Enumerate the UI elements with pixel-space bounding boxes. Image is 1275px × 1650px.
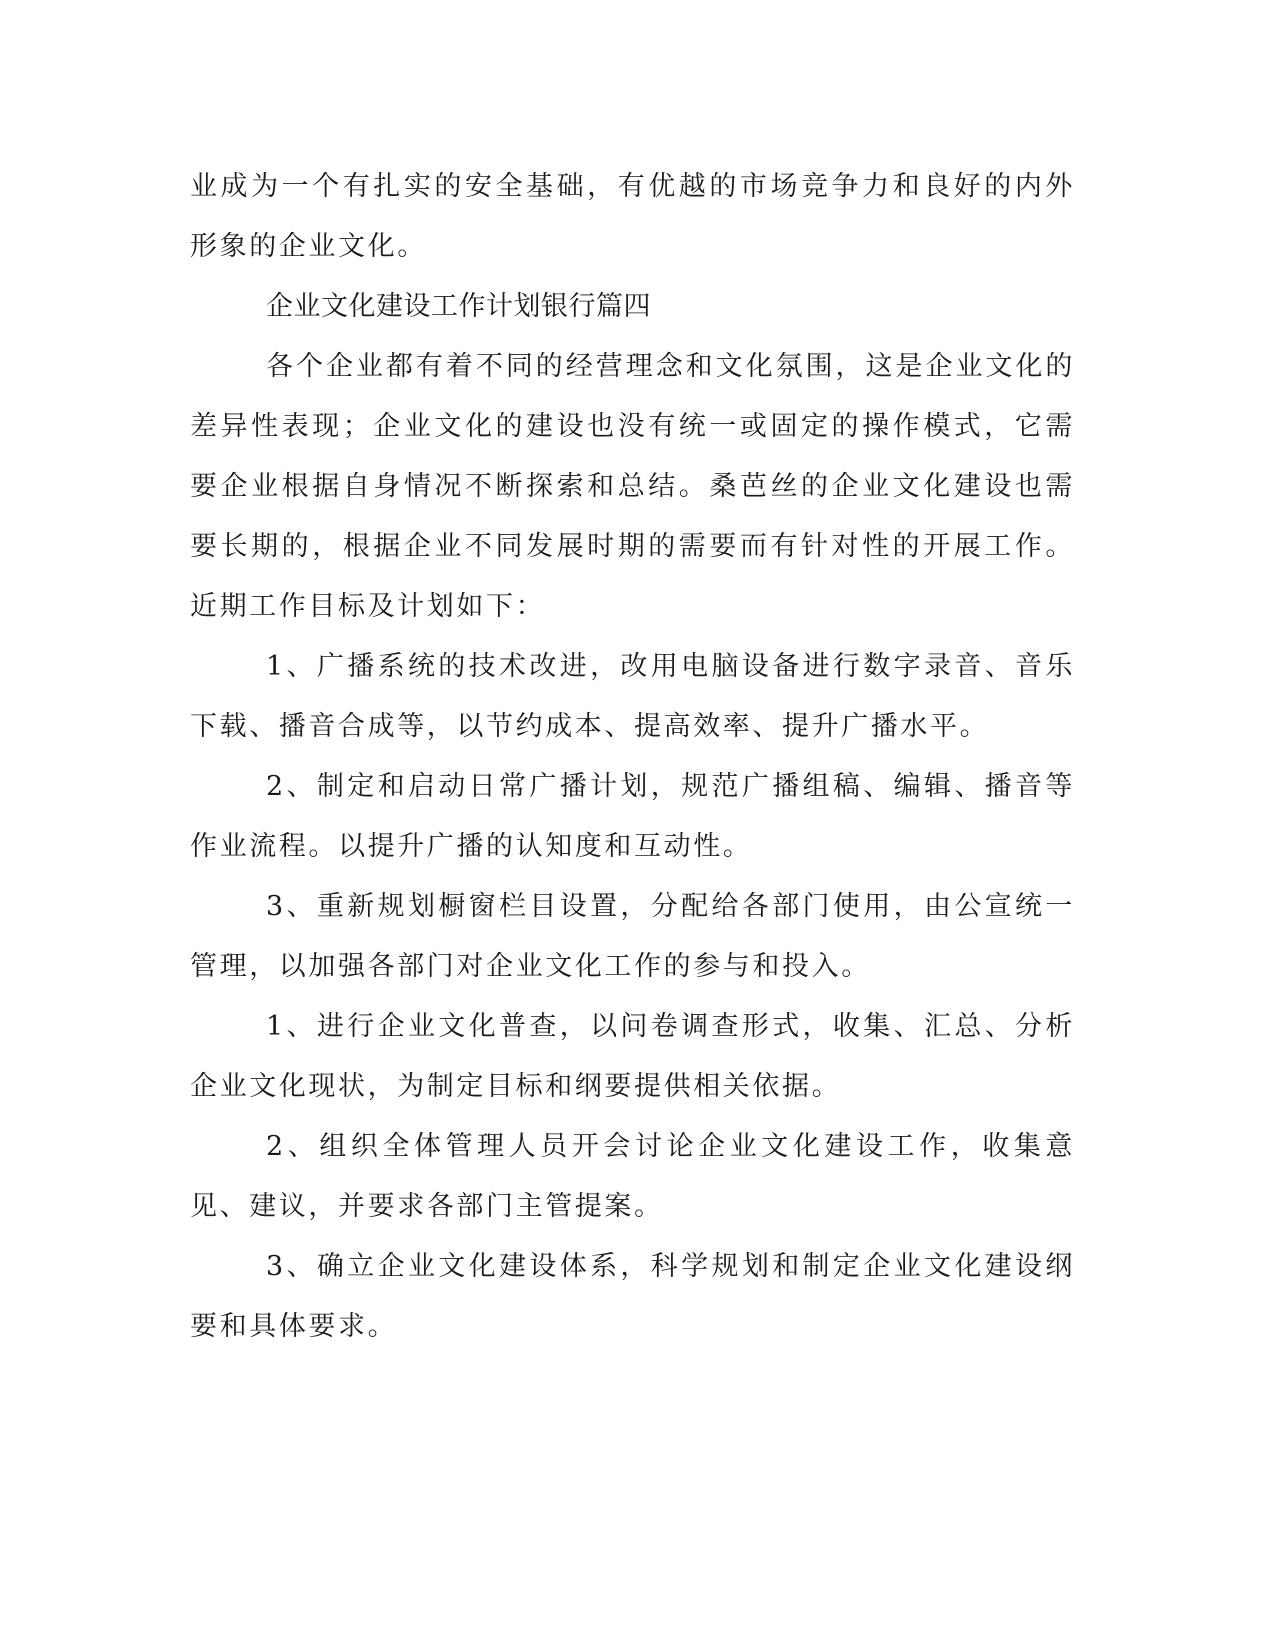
list-item-1: 1、广播系统的技术改进，改用电脑设备进行数字录音、音乐下载、播音合成等，以节约成本、提高效率、提升广播水平。	[190, 651, 1075, 742]
list-item-4: 1、进行企业文化普查，以问卷调查形式，收集、汇总、分析企业文化现状，为制定目标和纲要提供相关依据。	[190, 1011, 1075, 1102]
section-heading: 企业文化建设工作计划银行篇四	[266, 291, 651, 322]
list-item-2: 2、制定和启动日常广播计划，规范广播组稿、编辑、播音等作业流程。以提升广播的认知度和互动性。	[190, 771, 1075, 862]
list-item-5: 2、组织全体管理人员开会讨论企业文化建设工作，收集意见、建议，并要求各部门主管提案。	[190, 1131, 1075, 1222]
list-item-6: 3、确立企业文化建设体系，科学规划和制定企业文化建设纲要和具体要求。	[190, 1251, 1075, 1342]
document-body	[190, 157, 1075, 1357]
paragraph-continuation: 业成为一个有扎实的安全基础，有优越的市场竞争力和良好的内外形象的企业文化。	[190, 171, 1075, 262]
list-item-3: 3、重新规划橱窗栏目设置，分配给各部门使用，由公宣统一管理，以加强各部门对企业文化工作的参与和投入。	[190, 891, 1075, 982]
paragraph-intro: 各个企业都有着不同的经营理念和文化氛围，这是企业文化的差异性表现；企业文化的建设也没有统一或固定的操作模式，它需要企业根据自身情况不断探索和总结。桑芭丝的企业文化建设也需要长期的，根据企业不同发展时期的需要而有针对性的开展工作。近期工作目标及计划如下：	[190, 351, 1075, 622]
